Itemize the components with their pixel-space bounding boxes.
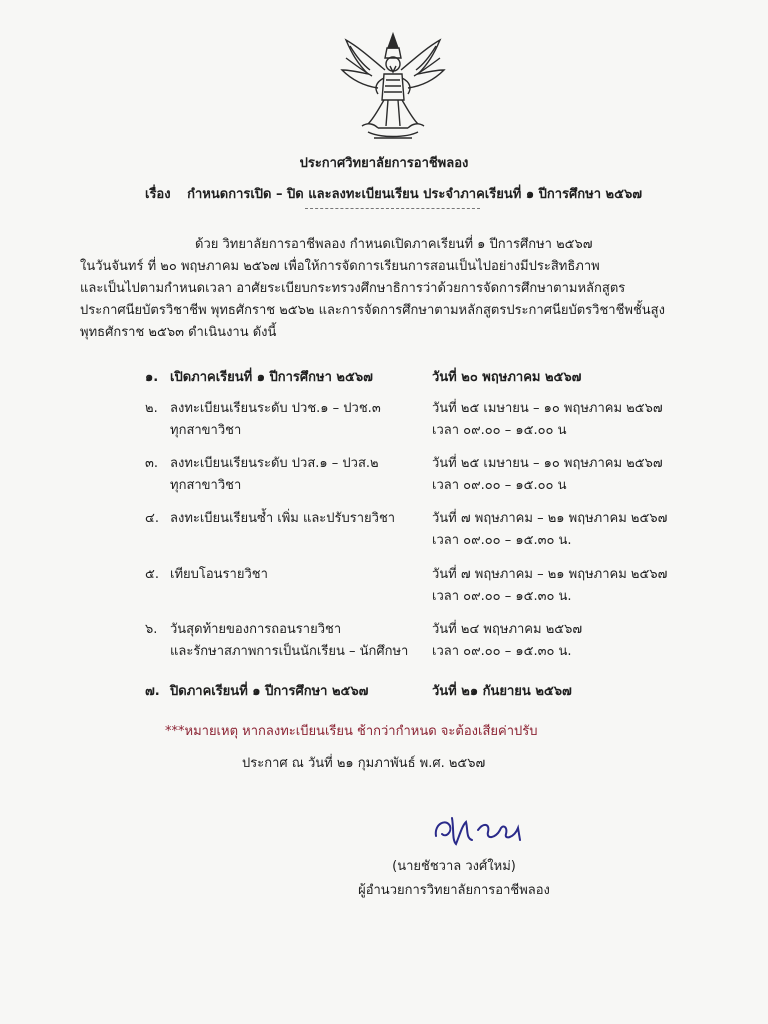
item-date: วันที่ ๗ พฤษภาคม – ๒๑ พฤษภาคม ๒๕๖๗ [432,511,668,526]
intro-line: ประกาศนียบัตรวิชาชีพ พุทธศักราช ๒๕๖๒ และการจัดการศึกษาตามหลักสูตรประกาศนียบัตรวิชาชีพชั้นสูง [80,303,665,318]
item-text-2: และรักษาสภาพการเป็นนักเรียน – นักศึกษา [170,644,409,659]
item-time: เวลา ๐๙.๐๐ – ๑๕.๓๐ น. [432,589,572,604]
item-number: ๕. [145,567,159,582]
item-text: วันสุดท้ายของการถอนรายวิชา [170,622,342,637]
item-number: ๒. [145,401,158,416]
intro-line: และเป็นไปตามกำหนดเวลา อาศัยระเบียบกระทรวงศึกษาธิการว่าด้วยการจัดการศึกษาตามหลักสูตร [80,281,626,296]
item-date: วันที่ ๒๕ เมษายน – ๑๐ พฤษภาคม ๒๕๖๗ [432,401,663,416]
item-time: เวลา ๐๙.๐๐ – ๑๕.๓๐ น. [432,533,572,548]
announcement-date: ประกาศ ณ วันที่ ๒๑ กุมภาพันธ์ พ.ศ. ๒๕๖๗ [242,756,486,771]
signer-name: (นายชัชวาล วงศ์ใหม่) [392,859,516,874]
late-fee-note: ***หมายเหตุ หากลงทะเบียนเรียน ช้ากว่ากำหนด จะต้องเสียค่าปรับ [165,724,538,739]
item-time: เวลา ๐๙.๐๐ – ๑๕.๓๐ น. [432,644,572,659]
item-date: วันที่ ๒๔ พฤษภาคม ๒๕๖๗ [432,622,583,637]
item-text: ลงทะเบียนเรียนระดับ ปวช.๑ – ปวช.๓ [170,401,381,416]
item-text: เปิดภาคเรียนที่ ๑ ปีการศึกษา ๒๕๖๗ [170,370,373,385]
item-text: เทียบโอนรายวิชา [170,567,268,582]
item-date: วันที่ ๒๑ กันยายน ๒๕๖๗ [432,684,572,699]
item-date: วันที่ ๒๐ พฤษภาคม ๒๕๖๗ [432,370,582,385]
college-title: ประกาศวิทยาลัยการอาชีพลอง [299,156,469,171]
item-date: วันที่ ๒๕ เมษายน – ๑๐ พฤษภาคม ๒๕๖๗ [432,456,663,471]
item-text-2: ทุกสาขาวิชา [170,478,242,493]
garuda-emblem-icon [338,30,448,142]
item-number: ๗. [145,684,160,699]
subject-text: กำหนดการเปิด – ปิด และลงทะเบียนเรียน ประจำภาคเรียนที่ ๑ ปีการศึกษา ๒๕๖๗ [187,187,642,202]
item-text-2: ทุกสาขาวิชา [170,423,242,438]
item-text: ลงทะเบียนเรียนซ้ำ เพิ่ม และปรับรายวิชา [170,511,396,526]
item-number: ๖. [145,622,158,637]
intro-line: พุทธศักราช ๒๕๖๓ ดำเนินงาน ดังนี้ [80,325,277,340]
item-text: ลงทะเบียนเรียนระดับ ปวส.๑ – ปวส.๒ [170,456,379,471]
item-number: ๓. [145,456,159,471]
item-date: วันที่ ๗ พฤษภาคม – ๒๑ พฤษภาคม ๒๕๖๗ [432,567,668,582]
subject-line [145,183,642,204]
signature-icon [430,810,540,850]
item-number: ๑. [145,370,159,385]
item-text: ปิดภาคเรียนที่ ๑ ปีการศึกษา ๒๕๖๗ [170,684,369,699]
signer-position: ผู้อำนวยการวิทยาลัยการอาชีพลอง [358,883,550,898]
item-time: เวลา ๐๙.๐๐ – ๑๕.๐๐ น [432,478,567,493]
intro-line: ด้วย วิทยาลัยการอาชีพลอง กำหนดเปิดภาคเรียนที่ ๑ ปีการศึกษา ๒๕๖๗ [195,237,593,252]
intro-line: ในวันจันทร์ ที่ ๒๐ พฤษภาคม ๒๕๖๗ เพื่อให้การจัดการเรียนการสอนเป็นไปอย่างมีประสิทธิภาพ [80,259,600,274]
subject-label: เรื่อง [145,187,171,202]
divider [305,208,480,209]
item-time: เวลา ๐๙.๐๐ – ๑๕.๐๐ น [432,423,567,438]
item-number: ๔. [145,511,159,526]
